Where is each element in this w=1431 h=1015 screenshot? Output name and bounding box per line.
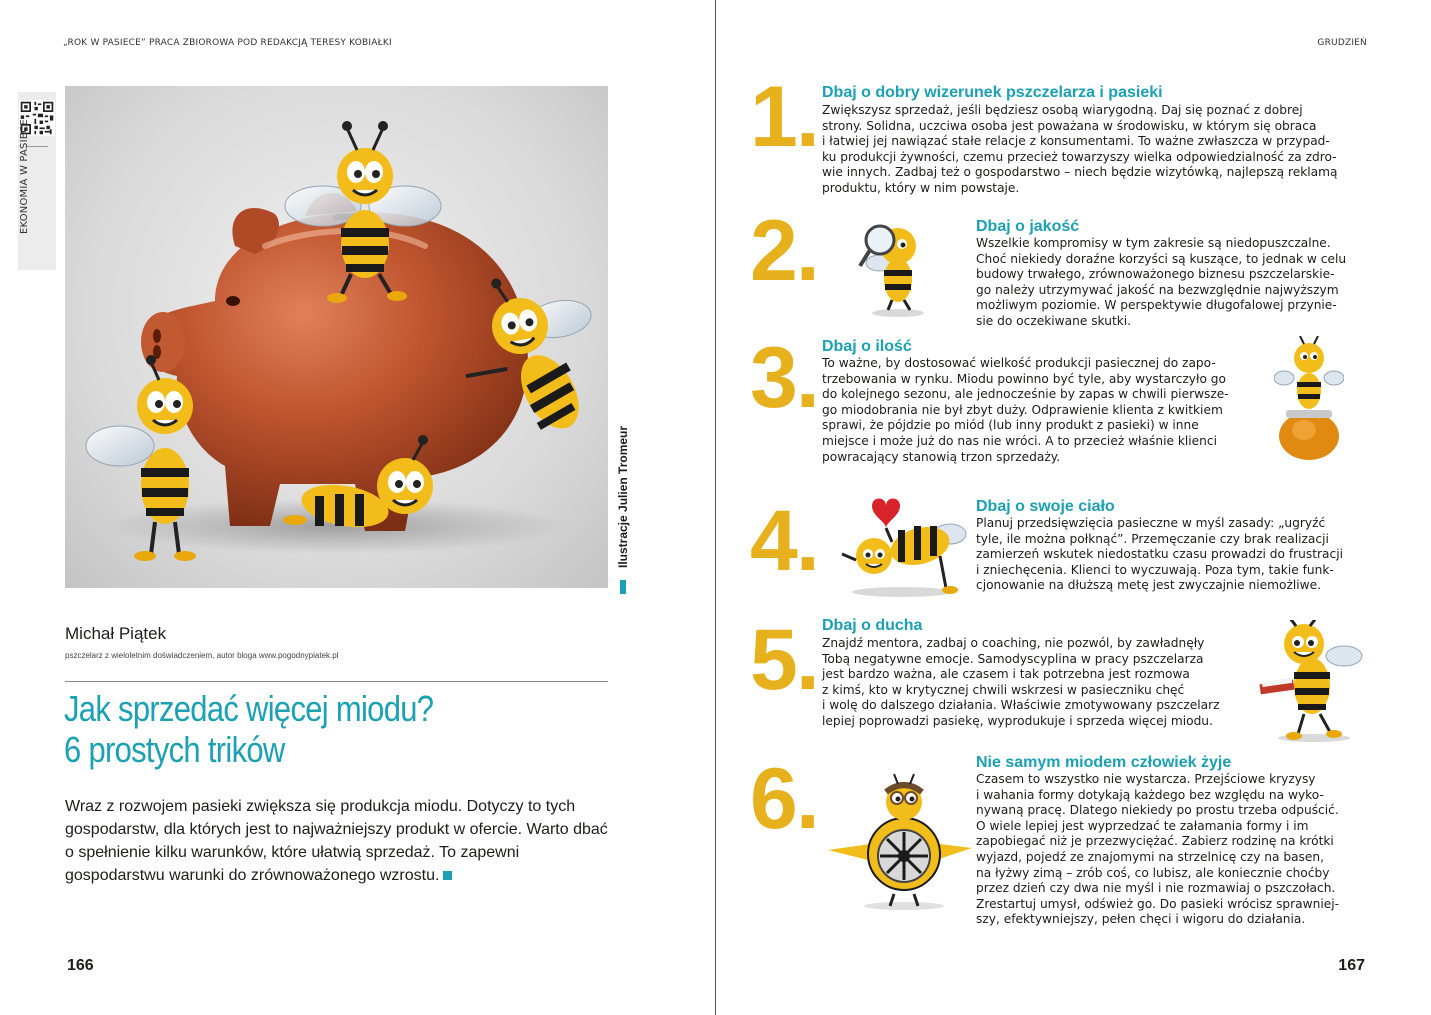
tip-body-6 [976,772,1339,928]
tip-number-6: 6. [750,751,818,847]
tip-title-2: Dbaj o jakość [976,218,1080,235]
tip-line: zapobiegać niż je przezwyciężać. Zabierz rodzinę na krótki [976,834,1334,849]
tip-line: nywaną pracę. Dlatego niekiedy po prostu trzeba odpuścić. [976,803,1339,818]
tip-body-2 [976,236,1346,330]
tip-title-1: Dbaj o dobry wizerunek pszczelarza i pasieki [822,84,1163,101]
piggy-bank-bees-illustration [65,86,608,588]
bee-heart-illustration [832,494,972,598]
tip-title-3: Dbaj o ilość [822,338,912,355]
image-credit: Ilustracje Julien Tromeur [616,425,630,568]
tip-body-1 [822,103,1337,197]
tip-line: budowy trwałego, zrównoważonego biznesu pszczelarskie- [976,267,1335,282]
tip-title-4: Dbaj o swoje ciało [976,498,1115,515]
tip-line: lepiej poprowadzi pasiekę, wyprodukuje i sprzeda więcej miodu. [822,713,1213,728]
tip-title-6: Nie samym miodem człowiek żyje [976,754,1232,771]
tip-body-3 [822,356,1229,465]
tip-line: cjonowanie na dłuższą metę jest zwyczajnie niemożliwe. [976,578,1321,593]
tip-number-4: 4. [750,493,818,589]
article-title [64,688,433,770]
tip-line: na łyżwy zimą – zrób coś, co lubisz, ale koniecznie choćby [976,865,1330,880]
tip-body-5 [822,636,1220,730]
tip-line: go miodobrania nie był zbyt duży. Odprawienie klienta z kwitkiem [822,402,1223,417]
tip-line: wyjazd, pojedź ze znajomymi na strzelnicę czy na basen, [976,849,1324,864]
tip-line: szy, efektywniejszy, pełen chęci i wigoru do działania. [976,912,1306,927]
tip-line: przez dzień czy dwa nie myśl i nie rozmawiaj o pszczołach. [976,881,1336,896]
tip-line: sprawi, że pójdzie po miód (lub inny produkt z pasieki) w inne [822,418,1199,433]
tip-line: go należy utrzymywać jakość na bezwzględnie najwyższym [976,282,1339,297]
tip-line: sie do oczekiwane skutki. [976,313,1132,328]
bee-book-illustration [1254,620,1364,744]
lead-text: Wraz z rozwojem pasieki zwiększa się produkcja miodu. Dotyczy to tych gospodarstw, dla których jest to najważniejszy produkt w ofercie. Warto dbać o spełnienie kilku warunków, które ułatwią sprzedaż. To zapewni gospodarstwu warunki do zrównoważonego wzrostu. [65,798,608,884]
tip-line: z kimś, kto w krytycznej chwili wskrzesi w pasieczniku chęć [822,682,1185,697]
page-number-left: 166 [67,957,94,974]
page-spine [715,0,716,1015]
tip-line: Zwiększysz sprzedaż, jeśli będziesz osobą wiarygodną. Daj się poznać z dobrej [822,103,1303,117]
tip-line: wie innych. Zadbaj też o gospodarstwo – niech będzie wizytówką, najlepszą reklamą [822,165,1338,180]
tip-line: zamierzeń wskutek niedostatku czasu prowadzi do frustracji [976,547,1343,562]
tip-number-5: 5. [750,612,818,708]
title-line-1: Jak sprzedać więcej miodu? [64,688,434,729]
tip-line: i wolę do dalszego działania. Właściwie zmotywowany pszczelarz [822,698,1220,713]
tip-line: możliwym poziomie. W perspektywie długofalowej przynie- [976,298,1337,313]
tip-line: Zrestartuj umysł, odśwież go. Do pasieki wrócisz sprawniej- [976,896,1339,911]
running-head-left: „ROK W PASIECE” PRACA ZBIOROWA POD REDAKCJĄ TERESY KOBIAŁKI [63,38,392,48]
page-number-right: 167 [1338,957,1365,974]
tip-line: ku produkcji żywności, czemu przecież towarzyszy wielka odpowiedzialność za zdro- [822,149,1337,164]
tip-line: Wszelkie kompromisy w tym zakresie są niedopuszczalne. [976,236,1331,250]
title-line-2: 6 prostych trików [64,729,285,770]
bee-honey-pot-illustration [1274,336,1344,462]
tip-line: trzebowania w rynku. Miodu powinno być tyle, aby wystarczyło go [822,371,1226,386]
section-label: EKONOMIA W PASIECE [19,119,30,234]
end-mark-icon [443,871,452,880]
tip-title-5: Dbaj o ducha [822,617,923,634]
tip-line: Choć niekiedy doraźne korzyści są kuszące, to jednak w celu [976,251,1347,266]
bee-plane-illustration [824,772,974,912]
tip-number-3: 3. [750,330,818,426]
tip-line: Planuj przedsięwzięcia pasieczne w myśl zasady: „ugryźć [976,516,1326,530]
tip-line: powracający stanowią trzon sprzedaży. [822,449,1061,464]
author-name: Michał Piątek [65,624,167,643]
tip-line: produktu, który w nim powstaje. [822,180,1020,195]
lead-paragraph [65,795,610,887]
tip-line: i wahania formy dotykają każdego bez względu na wyko- [976,787,1324,802]
tip-line: Tobą negatywne emocje. Samodyscyplina w pracy pszczelarza [822,651,1204,666]
tip-line: Czasem to wszystko nie wystarcza. Przejściowe kryzysy [976,772,1316,786]
credit-marker [620,580,626,594]
tip-line: i zniechęcenia. Klienci to wyczuwają. Poza tym, takie funk- [976,562,1334,577]
tip-line: tyle, ile można połknąć”. Przemęczanie czy brak realizacji [976,531,1329,546]
tip-line: do kolejnego sezonu, ale jednocześnie by zapas w chwili pierwsze- [822,387,1229,402]
tip-line: jest bardzo ważna, ale czasem i tak potrzebna jest rozmowa [822,667,1190,682]
tip-line: O wiele lepiej jest wyprzedzać te załamania formy i im [976,818,1309,833]
author-divider [65,681,608,682]
author-bio: pszczelarz z wieloletnim doświadczeniem, autor bloga www.pogodnypiatek.pl [65,651,339,660]
tip-line: To ważne, by dostosować wielkość produkcji pasiecznej do zapo- [822,356,1216,370]
tip-number-1: 1. [750,69,818,165]
tip-number-2: 2. [750,203,818,299]
tip-body-4 [976,516,1343,594]
tip-line: Znajdź mentora, zadbaj o coaching, nie pozwól, by zawładnęły [822,636,1205,650]
tip-line: strony. Solidna, uczciwa osoba jest poważana w środowisku, w którym się obraca [822,118,1317,133]
running-head-right: GRUDZIEŃ [1317,38,1367,48]
bee-magnifier-illustration [858,218,938,318]
tip-line: miejsce i może już do nas nie wróci. A to przecież właśnie klienci [822,433,1217,448]
tip-line: i łatwiej jej nawiązać stałe relacje z konsumentami. To ważne zwłaszcza w przypad- [822,134,1330,149]
